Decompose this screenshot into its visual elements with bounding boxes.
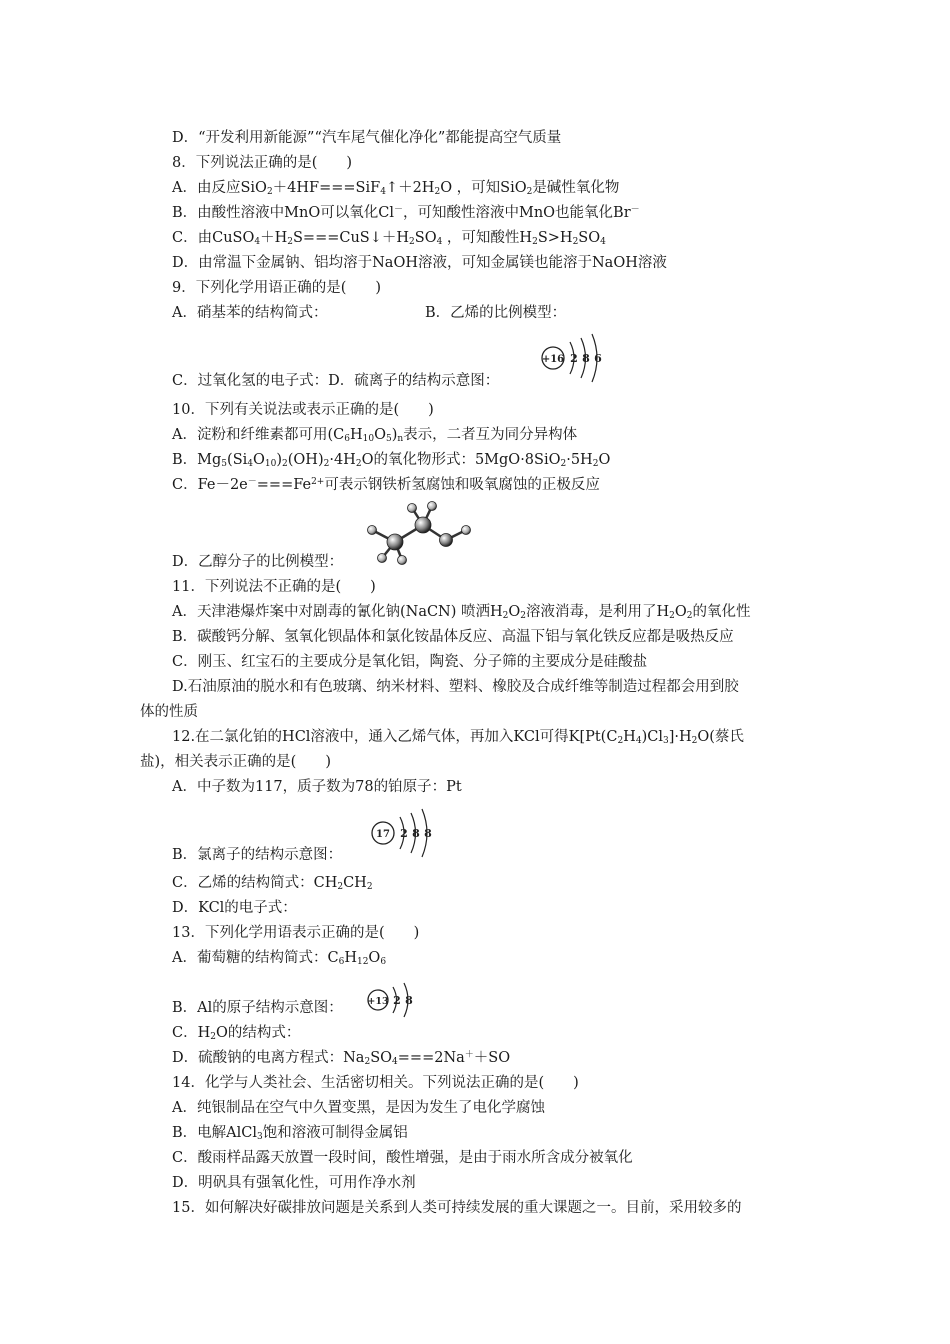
chlorine-nucleus-label: 17 (376, 829, 390, 840)
q15-stem: 15．如何解决好碳排放问题是关系到人类可持续发展的重大课题之一。目前，采用较多的 (172, 1200, 742, 1216)
q14-option-a: A．纯银制品在空气中久置变黑，是因为发生了电化学腐蚀 (172, 1100, 545, 1116)
q9-option-b: B．乙烯的比例模型： (425, 305, 567, 321)
q11-option-d: D.石油原油的脱水和有色玻璃、纳米材料、塑料、橡胶及合成纤维等制造过程都会用到胶 (172, 679, 739, 695)
q8-option-d: D．由常温下金属钠、铝均溶于NaOH溶液，可知金属镁也能溶于NaOH溶液 (172, 255, 667, 271)
q11-option-c: C．刚玉、红宝石的主要成分是氧化铝，陶瓷、分子筛的主要成分是硅酸盐 (172, 654, 648, 670)
sulfur-ion-structure-diagram (538, 330, 608, 386)
chlorine-shell-2: 8 (412, 827, 420, 840)
q8-option-b: B．由酸性溶液中MnO可以氧化Cl－，可知酸性溶液中MnO也能氧化Br－ (172, 205, 640, 221)
q8-stem: 8．下列说法正确的是( ) (172, 155, 353, 171)
sulfur-shell-3: 6 (594, 352, 602, 365)
aluminum-atom-structure-diagram (365, 980, 425, 1020)
q11-option-b: B．碳酸钙分解、氢氧化钡晶体和氯化铵晶体反应、高温下铝与氧化铁反应都是吸热反应 (172, 629, 734, 645)
q9-stem: 9．下列化学用语正确的是( ) (172, 280, 382, 296)
q14-option-d: D．明矾具有强氧化性，可用作净水剂 (172, 1175, 416, 1191)
q12-option-a: A．中子数为117，质子数为78的铂原子：Pt (172, 779, 462, 795)
chloride-ion-structure-diagram (368, 805, 438, 861)
q14-stem: 14．化学与人类社会、生活密切相关。下列说法正确的是( ) (172, 1075, 579, 1091)
q12-option-b: B．氯离子的结构示意图： (172, 847, 343, 863)
q13-stem: 13．下列化学用语表示正确的是( ) (172, 925, 420, 941)
q14-option-c: C．酸雨样品露天放置一段时间，酸性增强，是由于雨水所含成分被氧化 (172, 1150, 633, 1166)
q10-stem: 10．下列有关说法或表示正确的是( ) (172, 402, 434, 418)
q9-options-c-d: C．过氧化氢的电子式：D．硫离子的结构示意图： (172, 373, 500, 389)
aluminum-shell-1: 2 (393, 994, 401, 1007)
chlorine-shell-1: 2 (400, 827, 408, 840)
sulfur-shell-2: 8 (582, 352, 590, 365)
aluminum-shell-2: 8 (405, 994, 413, 1007)
ethanol-molecule-model (360, 500, 480, 570)
chlorine-shell-3: 8 (424, 827, 432, 840)
q10-option-c: C．$Fe-2e^-===Fe^{2+}$可表示钢铁析氢腐蚀和吸氧腐蚀的正极反应 (172, 477, 600, 493)
q7-option-d: D．“开发利用新能源”“汽车尾气催化净化”都能提高空气质量 (172, 130, 562, 146)
sulfur-nucleus-label: +16 (541, 354, 565, 365)
q11-option-d-cont: 体的性质 (140, 704, 198, 720)
q11-stem: 11．下列说法不正确的是( ) (172, 579, 376, 595)
sulfur-shell-1: 2 (570, 352, 578, 365)
q10-option-b: B．$Mg_5(Si_4O_{10})_2(OH)_2\cdot 4H_2O$的氧化物形式：$5MgO\cdot 8SiO_2\cdot 5H_2O$ (172, 452, 611, 469)
q8-option-c: C．由$CuSO_4+H_2S===CuS↓+H_2SO_4$ ，可知酸性$H_2S>H_2SO_4$ (172, 230, 606, 247)
q14-option-b: B．电解AlCl$_3$饱和溶液可制得金属铝 (172, 1125, 408, 1142)
q10-option-d: D．乙醇分子的比例模型： (172, 554, 344, 570)
q12-stem: 12.在二氯化铂的HCl溶液中，通入乙烯气体，再加入KCl可得$K[Pt(C_2H_4)Cl_3]\cdot H_2O$(蔡氏 (172, 729, 744, 746)
q13-option-a: A．葡萄糖的结构简式：$C_6H_{12}O_6$ (172, 950, 387, 967)
q12-option-d: D．KCl的电子式： (172, 900, 297, 916)
q11-option-a: A．天津港爆炸案中对剧毒的氰化钠(NaCN) 喷洒$H_2O_2$溶液消毒，是利用了$H_2O_2$的氧化性 (172, 604, 751, 621)
q12-option-c: C．乙烯的结构简式：$CH_2CH_2$ (172, 875, 373, 892)
q13-option-d: D．硫酸钠的电离方程式：$Na_2SO_4===2Na^++SO$ (172, 1050, 511, 1067)
q9-option-a: A．硝基苯的结构简式： (172, 305, 328, 321)
q8-option-a: A．由反应$SiO_2+4HF===SiF_4↑+2H_2O$ ，可知SiO$_2$是碱性氧化物 (172, 180, 620, 197)
aluminum-nucleus-label: +13 (367, 996, 389, 1007)
q12-stem-cont: 盐)，相关表示正确的是( ) (140, 754, 331, 770)
q13-option-b: B．Al的原子结构示意图： (172, 1000, 343, 1016)
q13-option-c: C．$H_2O$的结构式： (172, 1025, 301, 1042)
q10-option-a: A．淀粉和纤维素都可用$(C_6H_{10}O_5)_n$表示，二者互为同分异构体 (172, 427, 578, 444)
